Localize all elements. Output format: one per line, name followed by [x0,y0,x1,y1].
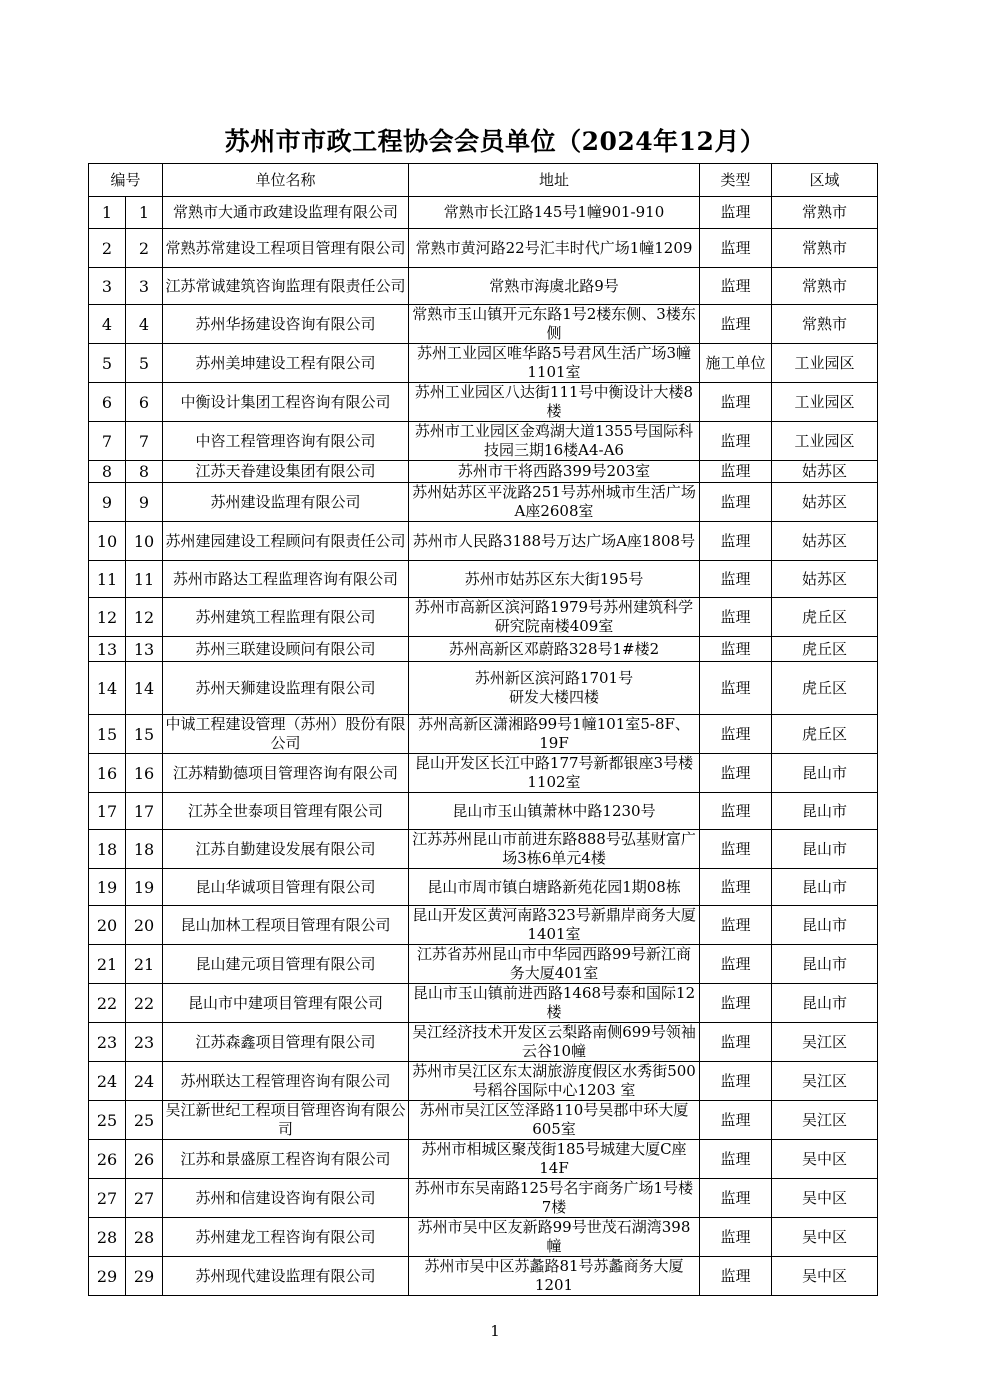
cell-address: 江苏苏州昆山市前进东路888号弘基财富广场3栋6单元4楼 [409,830,700,869]
cell-no-inner: 5 [126,344,163,383]
cell-no-outer: 26 [89,1140,126,1179]
cell-no-outer: 4 [89,305,126,344]
cell-company-name: 苏州建筑工程监理有限公司 [163,598,409,637]
cell-district: 工业园区 [772,344,878,383]
cell-no-outer: 22 [89,984,126,1023]
cell-type: 监理 [700,715,772,754]
cell-type: 监理 [700,1101,772,1140]
cell-district: 姑苏区 [772,522,878,561]
cell-type: 监理 [700,422,772,461]
cell-address: 苏州市姑苏区东大街195号 [409,561,700,598]
cell-no-outer: 8 [89,461,126,483]
cell-no-outer: 20 [89,906,126,945]
cell-district: 常熟市 [772,268,878,305]
table-row [89,422,878,461]
table-row [89,1101,878,1140]
cell-district: 昆山市 [772,945,878,984]
cell-no-outer: 17 [89,793,126,830]
table-row [89,662,878,715]
table-row [89,1023,878,1062]
cell-no-inner: 1 [126,197,163,229]
header-no: 编号 [89,164,163,197]
table-row [89,461,878,483]
cell-district: 吴江区 [772,1062,878,1101]
cell-no-inner: 3 [126,268,163,305]
table-row [89,522,878,561]
cell-no-outer: 6 [89,383,126,422]
table-row [89,830,878,869]
cell-no-outer: 5 [89,344,126,383]
cell-address: 苏州市工业园区金鸡湖大道1355号国际科技园三期16楼A4-A6 [409,422,700,461]
cell-no-inner: 17 [126,793,163,830]
cell-district: 虎丘区 [772,598,878,637]
cell-address: 苏州新区滨河路1701号 研发大楼四楼 [409,662,700,715]
cell-address: 苏州高新区潇湘路99号1幢101室5-8F、19F [409,715,700,754]
cell-no-outer: 15 [89,715,126,754]
cell-company-name: 苏州三联建设顾问有限公司 [163,637,409,662]
cell-no-inner: 11 [126,561,163,598]
table-row [89,984,878,1023]
header-row [89,164,878,197]
cell-no-inner: 25 [126,1101,163,1140]
cell-district: 常熟市 [772,197,878,229]
cell-type: 监理 [700,754,772,793]
cell-company-name: 江苏和景盛原工程咨询有限公司 [163,1140,409,1179]
cell-no-outer: 18 [89,830,126,869]
table-row [89,1062,878,1101]
cell-no-inner: 6 [126,383,163,422]
cell-district: 昆山市 [772,906,878,945]
cell-company-name: 苏州美坤建设工程有限公司 [163,344,409,383]
cell-district: 虎丘区 [772,662,878,715]
table-row [89,754,878,793]
table-row [89,1140,878,1179]
header-district: 区域 [772,164,878,197]
cell-address: 常熟市长江路145号1幢901-910 [409,197,700,229]
cell-district: 昆山市 [772,754,878,793]
cell-company-name: 吴江新世纪工程项目管理咨询有限公司 [163,1101,409,1140]
cell-district: 昆山市 [772,830,878,869]
cell-address: 常熟市海虞北路9号 [409,268,700,305]
cell-no-outer: 27 [89,1179,126,1218]
cell-address: 苏州市干将西路399号203室 [409,461,700,483]
cell-address: 江苏省苏州昆山市中华园西路99号新江商务大厦401室 [409,945,700,984]
cell-no-inner: 2 [126,229,163,268]
table-row [89,197,878,229]
cell-company-name: 中咨工程管理咨询有限公司 [163,422,409,461]
cell-no-inner: 12 [126,598,163,637]
cell-no-inner: 7 [126,422,163,461]
cell-no-outer: 3 [89,268,126,305]
cell-company-name: 昆山市中建项目管理有限公司 [163,984,409,1023]
cell-company-name: 苏州建园建设工程顾问有限责任公司 [163,522,409,561]
cell-type: 监理 [700,1140,772,1179]
cell-no-inner: 4 [126,305,163,344]
cell-company-name: 苏州现代建设监理有限公司 [163,1257,409,1296]
table-row [89,715,878,754]
cell-no-outer: 7 [89,422,126,461]
cell-district: 姑苏区 [772,561,878,598]
cell-district: 常熟市 [772,305,878,344]
cell-type: 监理 [700,1179,772,1218]
cell-address: 苏州市相城区聚茂街185号城建大厦C座14F [409,1140,700,1179]
cell-district: 昆山市 [772,869,878,906]
table-row [89,305,878,344]
cell-company-name: 昆山建元项目管理有限公司 [163,945,409,984]
cell-type: 监理 [700,793,772,830]
cell-district: 吴中区 [772,1140,878,1179]
table-row [89,383,878,422]
cell-company-name: 苏州建设监理有限公司 [163,483,409,522]
cell-no-outer: 29 [89,1257,126,1296]
table-row [89,945,878,984]
cell-no-inner: 8 [126,461,163,483]
cell-no-outer: 11 [89,561,126,598]
member-table [88,163,878,1296]
cell-type: 监理 [700,598,772,637]
cell-company-name: 常熟苏常建设工程项目管理有限公司 [163,229,409,268]
cell-company-name: 昆山华诚项目管理有限公司 [163,869,409,906]
cell-district: 虎丘区 [772,637,878,662]
cell-no-inner: 26 [126,1140,163,1179]
cell-district: 吴中区 [772,1179,878,1218]
cell-company-name: 江苏森鑫项目管理有限公司 [163,1023,409,1062]
table-row [89,561,878,598]
cell-company-name: 苏州天狮建设监理有限公司 [163,662,409,715]
cell-address: 苏州市吴江区笠泽路110号吴郡中环大厦605室 [409,1101,700,1140]
cell-type: 监理 [700,305,772,344]
cell-district: 工业园区 [772,383,878,422]
cell-type: 监理 [700,906,772,945]
cell-type: 监理 [700,483,772,522]
cell-company-name: 江苏全世泰项目管理有限公司 [163,793,409,830]
cell-company-name: 苏州华扬建设咨询有限公司 [163,305,409,344]
cell-no-outer: 12 [89,598,126,637]
cell-address: 苏州工业园区八达街111号中衡设计大楼8楼 [409,383,700,422]
cell-no-inner: 19 [126,869,163,906]
cell-company-name: 中衡设计集团工程咨询有限公司 [163,383,409,422]
cell-no-inner: 22 [126,984,163,1023]
cell-district: 吴中区 [772,1257,878,1296]
cell-type: 监理 [700,1023,772,1062]
cell-address: 吴江经济技术开发区云梨路南侧699号领袖云谷10幢 [409,1023,700,1062]
cell-no-inner: 10 [126,522,163,561]
cell-address: 昆山市玉山镇萧林中路1230号 [409,793,700,830]
cell-no-outer: 19 [89,869,126,906]
cell-company-name: 江苏天眷建设集团有限公司 [163,461,409,483]
cell-no-inner: 27 [126,1179,163,1218]
cell-no-outer: 14 [89,662,126,715]
cell-address: 昆山开发区黄河南路323号新鼎岸商务大厦1401室 [409,906,700,945]
header-name: 单位名称 [163,164,409,197]
cell-address: 常熟市黄河路22号汇丰时代广场1幢1209 [409,229,700,268]
cell-address: 常熟市玉山镇开元东路1号2楼东侧、3楼东侧 [409,305,700,344]
cell-no-outer: 2 [89,229,126,268]
cell-no-inner: 24 [126,1062,163,1101]
page-title: 苏州市市政工程协会会员单位（2024年12月） [224,127,766,156]
cell-type: 监理 [700,830,772,869]
cell-district: 虎丘区 [772,715,878,754]
cell-type: 监理 [700,268,772,305]
cell-no-inner: 9 [126,483,163,522]
cell-address: 苏州市东吴南路125号名宇商务广场1号楼7楼 [409,1179,700,1218]
header-address: 地址 [409,164,700,197]
cell-type: 监理 [700,945,772,984]
table-row [89,1179,878,1218]
cell-type: 监理 [700,637,772,662]
cell-company-name: 苏州建龙工程咨询有限公司 [163,1218,409,1257]
table-row [89,906,878,945]
cell-company-name: 苏州联达工程管理咨询有限公司 [163,1062,409,1101]
cell-no-inner: 18 [126,830,163,869]
cell-address: 苏州市高新区滨河路1979号苏州建筑科学研究院南楼409室 [409,598,700,637]
table-row [89,1218,878,1257]
cell-no-outer: 25 [89,1101,126,1140]
cell-type: 监理 [700,522,772,561]
table-row [89,869,878,906]
cell-company-name: 江苏常诚建筑咨询监理有限责任公司 [163,268,409,305]
cell-address: 苏州姑苏区平泷路251号苏州城市生活广场A座2608室 [409,483,700,522]
cell-no-inner: 13 [126,637,163,662]
cell-no-outer: 10 [89,522,126,561]
cell-district: 吴江区 [772,1101,878,1140]
cell-no-inner: 29 [126,1257,163,1296]
cell-address: 苏州市吴中区苏蠡路81号苏蠡商务大厦1201 [409,1257,700,1296]
cell-district: 常熟市 [772,229,878,268]
table-row [89,483,878,522]
table-row [89,344,878,383]
page-number: 1 [490,1322,500,1340]
cell-type: 监理 [700,662,772,715]
table-row [89,793,878,830]
cell-no-outer: 1 [89,197,126,229]
cell-district: 昆山市 [772,793,878,830]
header-type: 类型 [700,164,772,197]
cell-district: 昆山市 [772,984,878,1023]
cell-no-outer: 13 [89,637,126,662]
table-row [89,637,878,662]
cell-district: 工业园区 [772,422,878,461]
cell-company-name: 江苏自勤建设发展有限公司 [163,830,409,869]
cell-address: 苏州工业园区唯华路5号君风生活广场3幢1101室 [409,344,700,383]
cell-type: 监理 [700,461,772,483]
cell-address: 苏州市人民路3188号万达广场A座1808号 [409,522,700,561]
cell-company-name: 常熟市大通市政建设监理有限公司 [163,197,409,229]
cell-type: 监理 [700,561,772,598]
cell-no-inner: 15 [126,715,163,754]
cell-type: 监理 [700,1062,772,1101]
table-row [89,1257,878,1296]
cell-no-inner: 16 [126,754,163,793]
cell-district: 姑苏区 [772,483,878,522]
cell-address: 苏州高新区邓蔚路328号1#楼2 [409,637,700,662]
cell-type: 施工单位 [700,344,772,383]
cell-no-inner: 21 [126,945,163,984]
cell-address: 昆山市周市镇白塘路新苑花园1期08栋 [409,869,700,906]
cell-type: 监理 [700,383,772,422]
cell-address: 苏州市吴中区友新路99号世茂石湖湾398幢 [409,1218,700,1257]
cell-no-inner: 28 [126,1218,163,1257]
table-row [89,598,878,637]
cell-district: 吴中区 [772,1218,878,1257]
cell-no-outer: 28 [89,1218,126,1257]
cell-company-name: 苏州和信建设咨询有限公司 [163,1179,409,1218]
table-row [89,229,878,268]
cell-address: 昆山开发区长江中路177号新都银座3号楼1102室 [409,754,700,793]
cell-address: 苏州市吴江区东太湖旅游度假区水秀街500号稻谷国际中心1203 室 [409,1062,700,1101]
cell-no-inner: 14 [126,662,163,715]
cell-no-outer: 23 [89,1023,126,1062]
cell-address: 昆山市玉山镇前进西路1468号泰和国际12楼 [409,984,700,1023]
cell-type: 监理 [700,984,772,1023]
cell-company-name: 昆山加林工程项目管理有限公司 [163,906,409,945]
cell-type: 监理 [700,197,772,229]
cell-no-inner: 20 [126,906,163,945]
cell-district: 吴江区 [772,1023,878,1062]
cell-no-inner: 23 [126,1023,163,1062]
cell-no-outer: 9 [89,483,126,522]
cell-company-name: 中诚工程建设管理（苏州）股份有限公司 [163,715,409,754]
cell-no-outer: 16 [89,754,126,793]
cell-type: 监理 [700,869,772,906]
cell-type: 监理 [700,1218,772,1257]
table-row [89,268,878,305]
cell-type: 监理 [700,229,772,268]
cell-no-outer: 21 [89,945,126,984]
cell-type: 监理 [700,1257,772,1296]
cell-company-name: 苏州市路达工程监理咨询有限公司 [163,561,409,598]
cell-no-outer: 24 [89,1062,126,1101]
cell-company-name: 江苏精勤德项目管理咨询有限公司 [163,754,409,793]
cell-district: 姑苏区 [772,461,878,483]
